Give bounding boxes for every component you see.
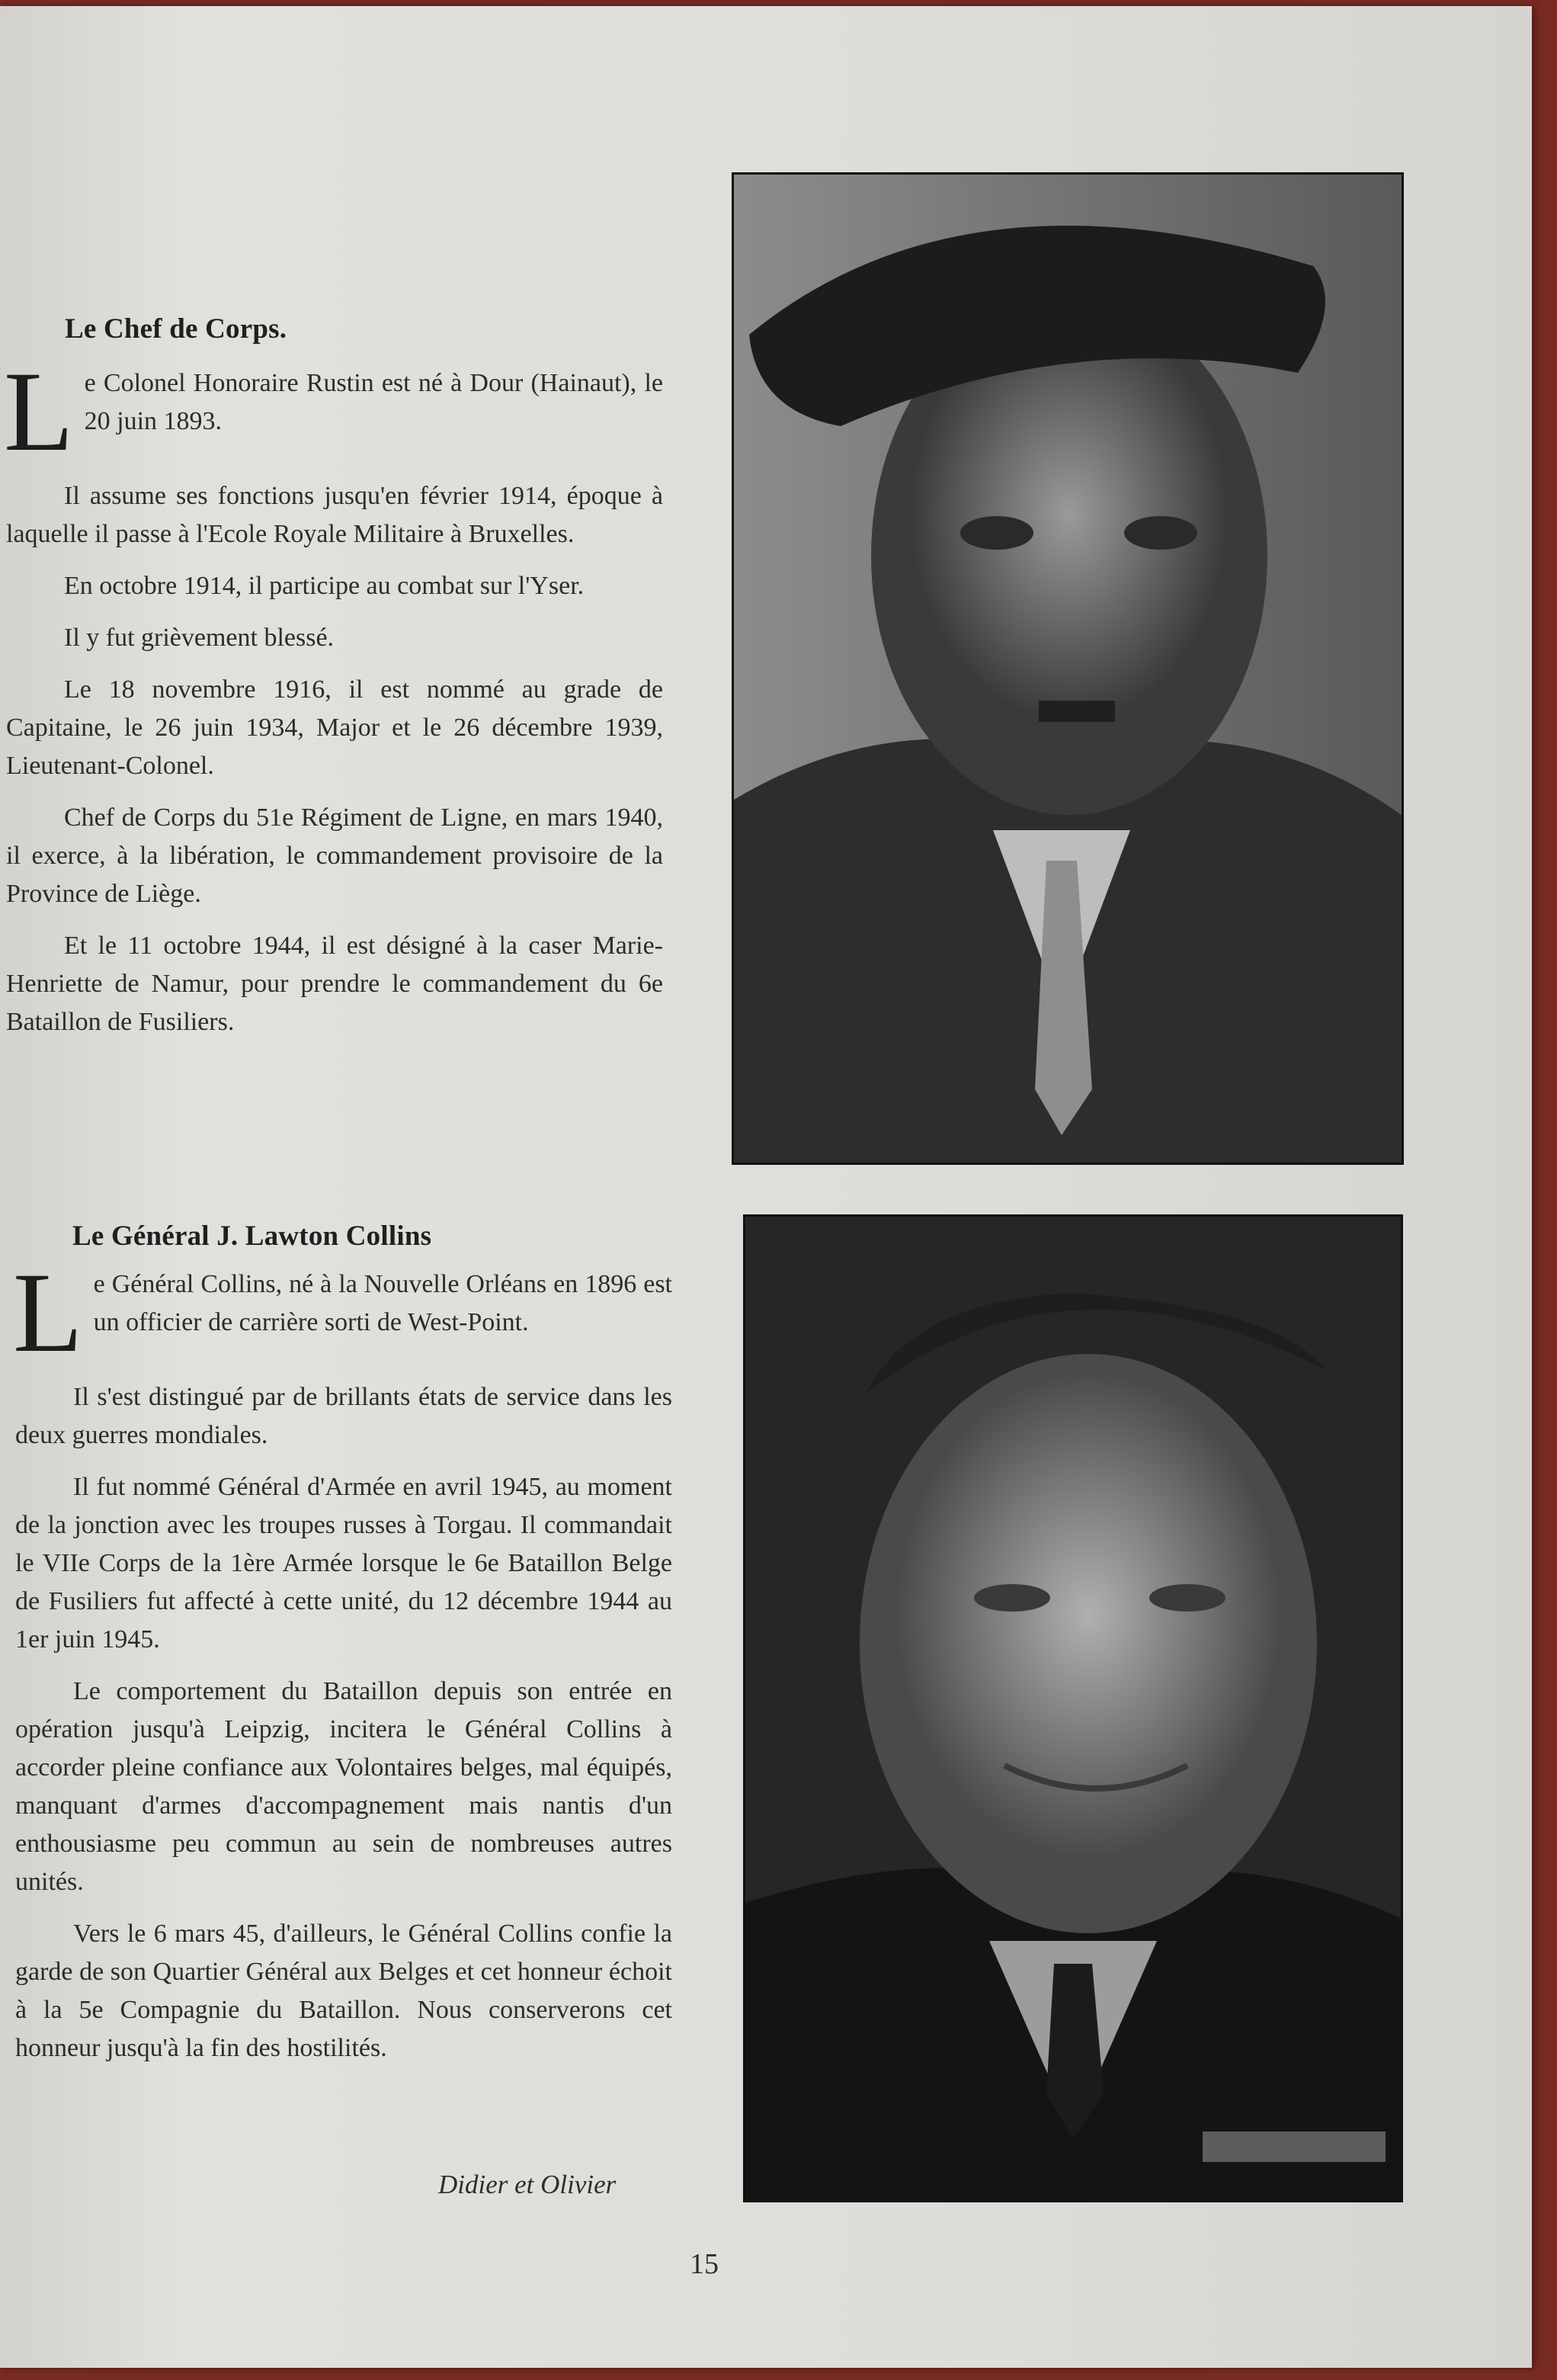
paragraph: Il s'est distingué par de brillants états de service dans les deux guerres mondiales. xyxy=(15,1383,672,1449)
paragraph-text: e Général Collins, né à la Nouvelle Orléans en 1896 est un officier de carrière sorti de West-Point. xyxy=(93,1270,672,1336)
paragraph: Le 18 novembre 1916, il est nommé au grade de Capitaine, le 26 juin 1934, Major et le 26 décembre 1939, Lieutenant-Colonel. xyxy=(6,675,663,780)
paragraph: Vers le 6 mars 45, d'ailleurs, le Général Collins confie la garde de son Quartier Général aux Belges et cet honneur échoit à la 5e Compagnie du Bataillon. Nous conserverons cet honneur jusqu'à la fin des hostilités. xyxy=(15,1920,672,2062)
first-paragraph xyxy=(4,348,663,475)
paragraph: Le comportement du Bataillon depuis son entrée en opération jusqu'à Leipzig, incitera le Général Collins à accorder pleine confiance aux Volontaires belges, mal équipés, manquant d'armes d'accompagnement mais nantis d'un enthousiasme peu commun au sein de nombreuses autres unités. xyxy=(15,1677,672,1896)
page-number: 15 xyxy=(690,2248,719,2280)
portrait-collins-image xyxy=(745,1217,1401,2200)
drop-cap: L xyxy=(13,1249,83,1376)
book-page xyxy=(0,6,1532,2368)
section-title-chef-de-corps: Le Chef de Corps. xyxy=(65,313,287,345)
paragraph: Il y fut grièvement blessé. xyxy=(64,624,335,652)
portrait-rustin-image xyxy=(734,175,1402,1163)
paragraph: Il fut nommé Général d'Armée en avril 1945, au moment de la jonction avec les troupes russes à Torgau. Il commandait le VIIe Corps de la 1ère Armée lorsque le 6e Bataillon Belge de Fusiliers fut affecté à cette unité, du 12 décembre 1944 au 1er juin 1945. xyxy=(15,1473,672,1653)
paragraph: Il assume ses fonctions jusqu'en février 1914, époque à laquelle il passe à l'Ecole Royale Militaire à Bruxelles. xyxy=(6,482,663,548)
first-paragraph xyxy=(13,1249,672,1376)
portrait-photo-collins xyxy=(743,1214,1403,2202)
paragraph: Chef de Corps du 51e Régiment de Ligne, en mars 1940, il exerce, à la libération, le commandement provisoire de la Province de Liège. xyxy=(6,803,663,908)
portrait-photo-rustin xyxy=(732,172,1404,1165)
paragraph: En octobre 1914, il participe au combat sur l'Yser. xyxy=(64,572,585,600)
paragraph-text: e Colonel Honoraire Rustin est né à Dour (Hainaut), le 20 juin 1893. xyxy=(84,369,663,435)
paragraph: Et le 11 octobre 1944, il est désigné à la caser Marie-Henriette de Namur, pour prendre le commandement du 6e Bataillon de Fusiliers. xyxy=(6,932,663,1036)
drop-cap: L xyxy=(4,348,74,475)
section-title-general-collins: Le Général J. Lawton Collins xyxy=(72,1220,432,1252)
section-body-general-collins xyxy=(13,1249,672,2081)
author-signature: Didier et Olivier xyxy=(438,2170,617,2199)
section-body-chef-de-corps xyxy=(4,348,663,1055)
